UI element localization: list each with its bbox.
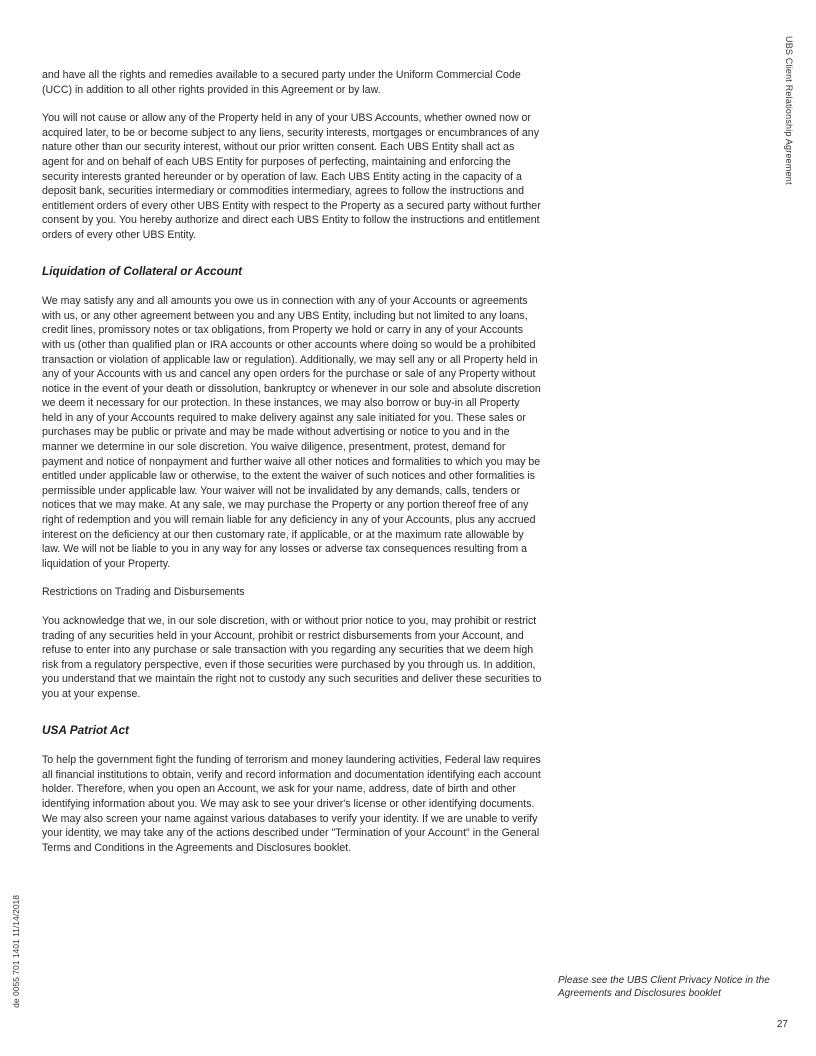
usa-patriot-act-paragraph: To help the government fight the funding of terrorism and money laundering activities, Federal law requires all financial institutions to obtain, verify and record information and documentation identifying each account holder. Therefore, when you open an Account, we ask for your name, address, date of birth and other identifying information about you. We may ask to see your driver's license or other identifying documents. We may also screen your name against various databases to verify your identity. If we are unable to verify your identity, we may take any of the actions described under "Termination of your Account" in the General Terms and Conditions in the Agreements and Disclosures booklet. <box>42 754 541 854</box>
vertical-document-title: UBS Client Relationship Agreement <box>784 36 794 185</box>
vertical-doc-code: de 0055 701 1401 11/14/2018 <box>11 895 21 1008</box>
footer-privacy-note: Please see the UBS Client Privacy Notice in the Agreements and Disclosures booklet <box>558 975 770 999</box>
section-heading-liquidation: Liquidation of Collateral or Account <box>42 263 243 278</box>
liquidation-paragraph: We may satisfy any and all amounts you owe us in connection with any of your Accounts or agreements with us, or any other agreement between you and any UBS Entity, including but not limited to any loans, credit lines, promissory notes or tax obligations, from Property we hold or carry in any of your Accounts with us (other than qualified plan or IRA accounts or other accounts where doing so would be a prohibited transaction or violation of applicable law or regulation). Additionally, we may sell any or all Property held in any of your Accounts with us and cancel any open orders for the purchase or sale of any Property without notice in the event of your death or dissolution, bankruptcy or whenever in our sole and absolute discretion we deem it necessary for our protection. In these instances, we may also borrow or buy-in all Property held in any of your Accounts required to make delivery against any sale initiated for you. These sales or purchases may be public or private and may be made without advertising or notice to you and in the manner we determine in our sole discretion. You waive diligence, presentment, protest, demand for payment and notice of nonpayment and further waive all other notices and formalities to which you may be entitled under applicable law or otherwise, to the extent the waiver of such notices and other formalities is permissible under applicable law. Your waiver will not be invalidated by any demands, calls, tenders or notices that we may make. At any sale, we may purchase the Property or any portion thereof free of any right of redemption and you will remain liable for any deficiency in any of your Accounts, plus any accrued interest on the deficiency at our then customary rate, if applicable, or at the maximum rate allowable by law. We will not be liable to you in any way for any losses or adverse tax consequences resulting from a liquidation of your Property. <box>42 295 541 570</box>
subheading-restrictions-trading: Restrictions on Trading and Disbursements <box>42 586 245 599</box>
page-number: 27 <box>776 1019 788 1030</box>
intro-paragraph-1: and have all the rights and remedies available to a secured party under the Uniform Commercial Code (UCC) in addition to all other rights provided in this Agreement or by law. <box>42 69 521 96</box>
section-heading-usa-patriot-act: USA Patriot Act <box>42 722 129 737</box>
document-body <box>42 68 542 869</box>
intro-paragraph-2: You will not cause or allow any of the Property held in any of your UBS Accounts, whether owned now or acquired later, to be or become subject to any liens, security interests, mortgages or encumbrances of any nature other than our security interest, without our prior written consent. Each UBS Entity shall act as agent for and on behalf of each UBS Entity for purposes of perfecting, maintaining and enforcing the security interests granted hereunder or by operation of law. Each UBS Entity acting in the capacity of a deposit bank, securities intermediary or commodities intermediary, agrees to follow the instructions and entitlement orders of every other UBS Entity with respect to the Property as a secured party without further consent by you. You hereby authorize and direct each UBS Entity to follow the instructions and entitlement orders of every other UBS Entity. <box>42 112 541 241</box>
restrictions-paragraph: You acknowledge that we, in our sole discretion, with or without prior notice to you, may prohibit or restrict trading of any securities held in your Account, prohibit or restrict disbursements from your Account, and refuse to enter into any purchase or sale transaction with you regarding any securities that we deem high risk from a regulatory perspective, even if those securities were purchased by you through us. In addition, you understand that we maintain the right not to custody any such securities and deliver these securities to you at your expense. <box>42 615 542 700</box>
